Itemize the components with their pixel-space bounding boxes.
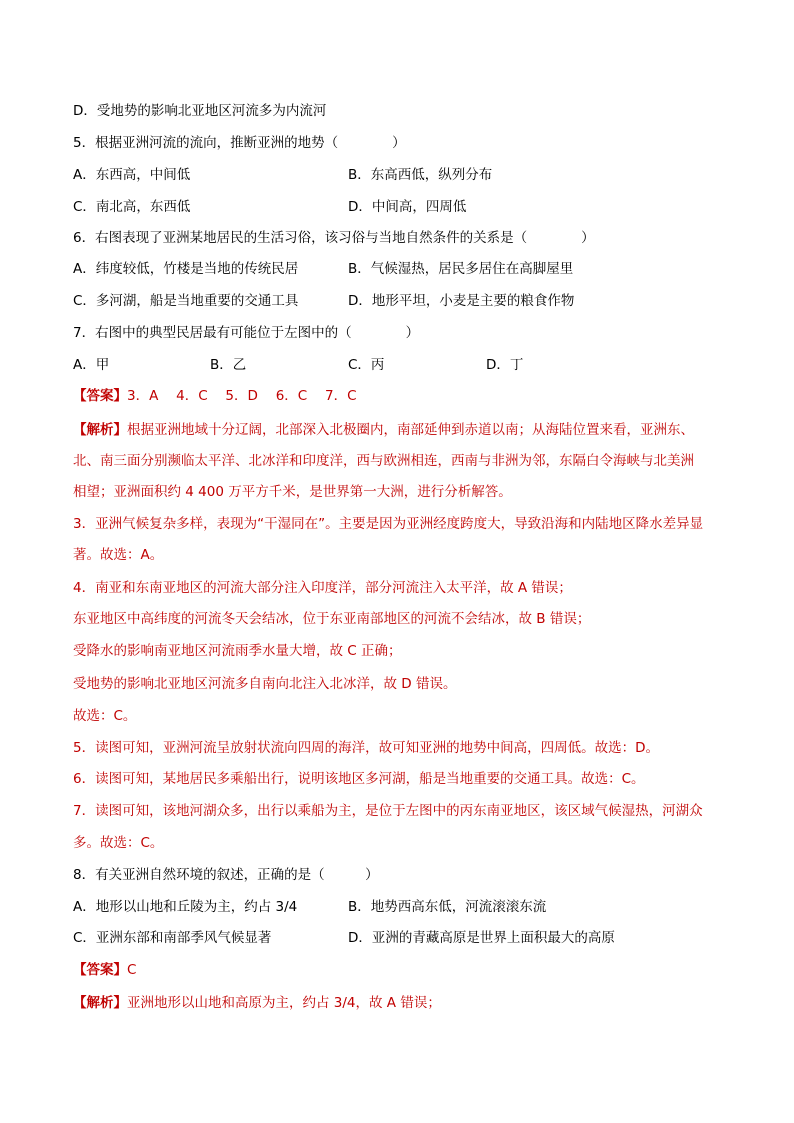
analysis-block-2-line1 bbox=[73, 993, 441, 1013]
explanation-6: 6．读图可知，某地居民多乘船出行，说明该地区多河湖，船是当地重要的交通工具。故选：C。 bbox=[73, 771, 645, 787]
explanation-7-line2: 多。故选：C。 bbox=[73, 835, 164, 851]
explanation-3-line2: 著。故选：A。 bbox=[73, 547, 164, 563]
analysis-tag: 【解析】 bbox=[73, 422, 127, 438]
answer-tag: 【答案】 bbox=[73, 388, 127, 404]
q6-option-a: A．纬度较低，竹楼是当地的传统民居 bbox=[73, 261, 299, 277]
q8-option-c: C．亚洲东部和南部季风气候显著 bbox=[73, 930, 272, 946]
analysis-text: 亚洲地形以山地和高原为主，约占 3/4，故 A 错误； bbox=[127, 995, 441, 1011]
explanation-5: 5．读图可知，亚洲河流呈放射状流向四周的海洋，故可知亚洲的地势中间高，四周低。故选：D。 bbox=[73, 740, 659, 756]
answer-tag: 【答案】 bbox=[73, 962, 127, 978]
q5-option-c: C．南北高，东西低 bbox=[73, 199, 191, 215]
analysis-block-1-line1 bbox=[73, 420, 694, 440]
answer-block-1 bbox=[73, 386, 357, 406]
analysis-text: 根据亚洲地域十分辽阔，北部深入北极圈内，南部延伸到赤道以南；从海陆位置来看，亚洲东、 bbox=[127, 422, 694, 438]
q7-option-a: A．甲 bbox=[73, 357, 110, 373]
q8-option-a: A．地形以山地和丘陵为主，约占 3/4 bbox=[73, 899, 298, 915]
q4-option-d: D．受地势的影响北亚地区河流多为内流河 bbox=[73, 103, 327, 119]
answer-block-2 bbox=[73, 960, 136, 980]
q7-option-c: C．丙 bbox=[348, 357, 385, 373]
q6-option-b: B．气候湿热，居民多居住在高脚屋里 bbox=[348, 261, 574, 277]
analysis-tag: 【解析】 bbox=[73, 995, 127, 1011]
explanation-3-line1: 3．亚洲气候复杂多样，表现为“干湿同在”。主要是因为亚洲经度跨度大，导致沿海和内陆地区降水差异显 bbox=[73, 516, 704, 532]
q8-option-d: D．亚洲的青藏高原是世界上面积最大的高原 bbox=[348, 930, 615, 946]
explanation-7-line1: 7．读图可知，该地河湖众多，出行以乘船为主，是位于左图中的丙东南亚地区，该区域气候湿热，河湖众 bbox=[73, 803, 703, 819]
q6-stem: 6．右图表现了亚洲某地居民的生活习俗，该习俗与当地自然条件的关系是（ ） bbox=[73, 230, 595, 246]
q6-option-d: D．地形平坦，小麦是主要的粮食作物 bbox=[348, 293, 575, 309]
q7-stem: 7．右图中的典型民居最有可能位于左图中的（ ） bbox=[73, 325, 420, 341]
q6-option-c: C．多河湖，船是当地重要的交通工具 bbox=[73, 293, 299, 309]
answer-text: C bbox=[127, 962, 137, 978]
q8-stem: 8．有关亚洲自然环境的叙述，正确的是（ ） bbox=[73, 867, 379, 883]
answer-text: 3．A 4．C 5．D 6．C 7．C bbox=[127, 388, 357, 404]
analysis-block-1-line2: 北、南三面分别濒临太平洋、北冰洋和印度洋，西与欧洲相连，西南与非洲为邻，东隔白令海峡与北美洲 bbox=[73, 453, 694, 469]
explanation-4-line2: 东亚地区中高纬度的河流冬天会结冰，位于东亚南部地区的河流不会结冰，故 B 错误； bbox=[73, 611, 591, 627]
q8-option-b: B．地势西高东低，河流滚滚东流 bbox=[348, 899, 547, 915]
explanation-4-line5: 故选：C。 bbox=[73, 708, 137, 724]
q7-option-b: B．乙 bbox=[210, 357, 247, 373]
q5-option-b: B．东高西低，纵列分布 bbox=[348, 167, 493, 183]
explanation-4-line3: 受降水的影响南亚地区河流雨季水量大增，故 C 正确； bbox=[73, 643, 402, 659]
q5-option-d: D．中间高，四周低 bbox=[348, 199, 467, 215]
q7-option-d: D．丁 bbox=[486, 357, 524, 373]
q5-stem: 5．根据亚洲河流的流向，推断亚洲的地势（ ） bbox=[73, 135, 406, 151]
explanation-4-line4: 受地势的影响北亚地区河流多自南向北注入北冰洋，故 D 错误。 bbox=[73, 676, 457, 692]
q5-option-a: A．东西高，中间低 bbox=[73, 167, 191, 183]
explanation-4-line1: 4．南亚和东南亚地区的河流大部分注入印度洋，部分河流注入太平洋，故 A 错误； bbox=[73, 580, 572, 596]
analysis-block-1-line3: 相望；亚洲面积约 4 400 万平方千米，是世界第一大洲，进行分析解答。 bbox=[73, 484, 512, 500]
